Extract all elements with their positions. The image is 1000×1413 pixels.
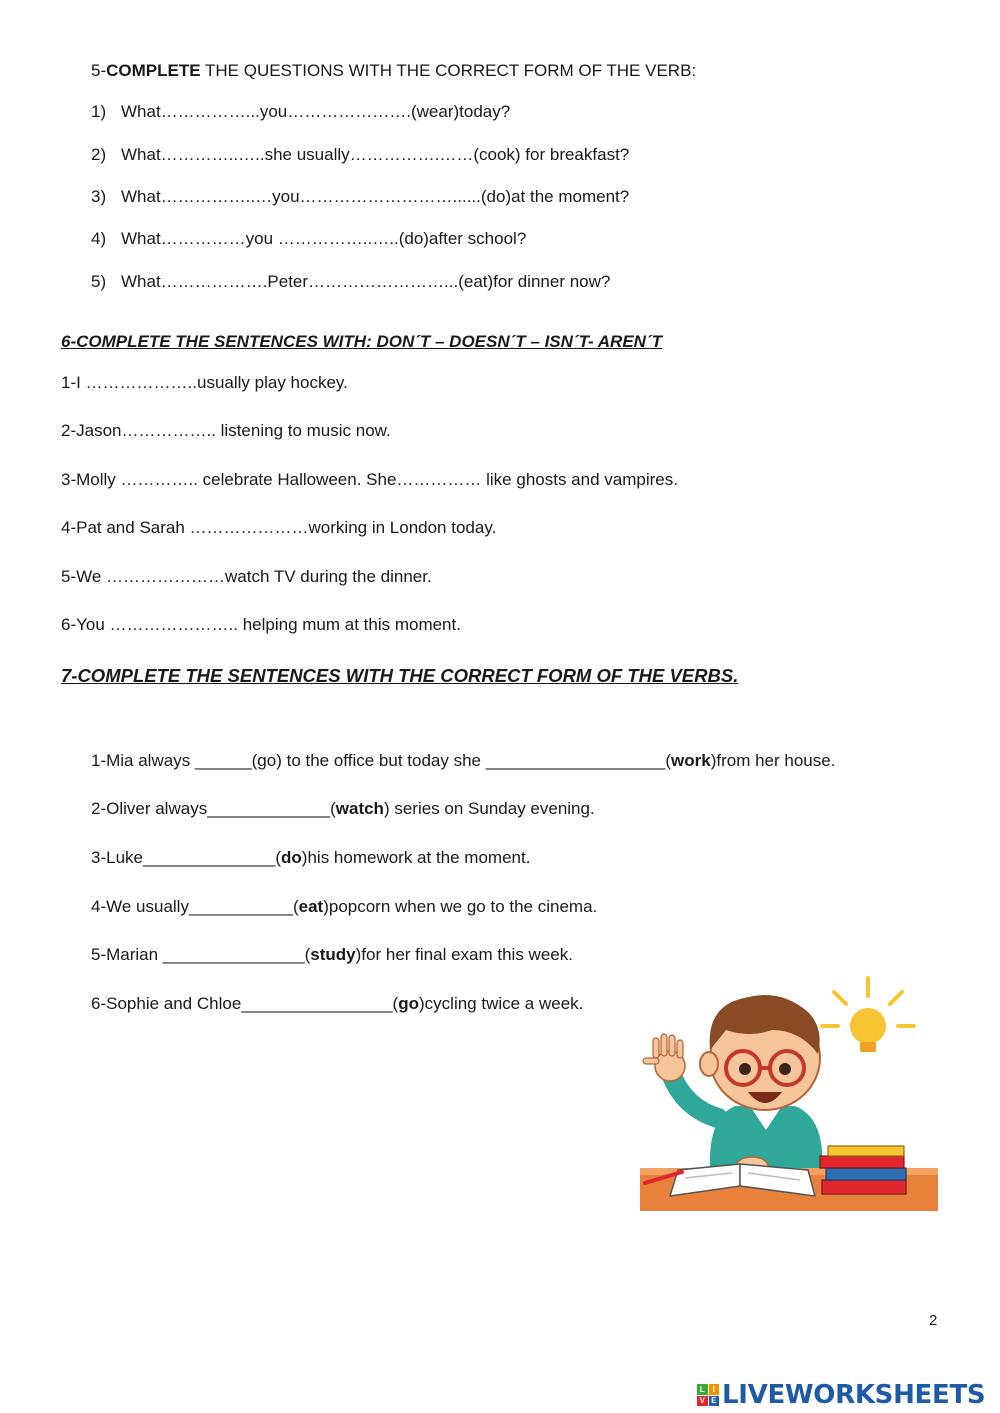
item-text: What……………you ……………..…..(do)after school? — [121, 229, 527, 248]
liveworksheets-logo — [697, 1380, 985, 1410]
q5-item — [91, 145, 629, 165]
book-stack — [820, 1146, 906, 1194]
s7-item-text: )his homework at the moment. — [301, 848, 531, 867]
s7-item — [91, 897, 597, 917]
item-number: 5) — [91, 272, 107, 291]
section-6-heading: 6-COMPLETE THE SENTENCES WITH: DON´T – DOESN´T – ISN´T- AREN´T — [61, 332, 662, 351]
q5-item — [91, 102, 510, 122]
q5-item — [91, 272, 610, 292]
s7-verb: go — [398, 994, 419, 1013]
badge-letter: I — [709, 1384, 720, 1395]
item-number: 1) — [91, 102, 107, 121]
s6-item: 6-You ………………….. helping mum at this moment. — [61, 615, 461, 634]
s6-item: 1-I ………………..usually play hockey. — [61, 373, 348, 392]
s7-item — [91, 751, 835, 771]
s7-verb: study — [310, 945, 356, 964]
s7-item — [91, 799, 595, 819]
s7-item-text: 4-We usually___________( — [91, 897, 299, 916]
section-7-heading: 7-COMPLETE THE SENTENCES WITH THE CORRECT FORM OF THE VERBS. — [61, 665, 739, 686]
s7-verb: do — [281, 848, 302, 867]
s7-item-text: )popcorn when we go to the cinema. — [323, 897, 598, 916]
section-5-instruction: THE QUESTIONS WITH THE CORRECT FORM OF THE VERB: — [200, 61, 697, 80]
section-5-keyword: COMPLETE — [106, 61, 201, 80]
section-5-heading — [91, 61, 696, 81]
lightbulb-icon — [822, 978, 914, 1052]
s7-item-text: 6-Sophie and Chloe________________( — [91, 994, 399, 1013]
page-number: 2 — [929, 1312, 938, 1329]
badge-letter: E — [709, 1396, 720, 1407]
s7-verb: eat — [298, 897, 324, 916]
s7-item-text: 1-Mia always ______(go) to the office but today she ___________________( — [91, 751, 672, 770]
s6-item: 3-Molly ………….. celebrate Halloween. She…………… like ghosts and vampires. — [61, 470, 678, 489]
waving-hand — [643, 1034, 685, 1081]
s6-item: 5-We …………………watch TV during the dinner. — [61, 567, 432, 586]
s7-item — [91, 994, 583, 1014]
student-illustration — [640, 968, 940, 1213]
item-number: 3) — [91, 187, 107, 206]
s7-item-text: 3-Luke______________( — [91, 848, 282, 867]
s7-item — [91, 945, 573, 965]
item-text: What……………….Peter……………………...(eat)for dinner now? — [121, 272, 611, 291]
s7-item-text: 2-Oliver always_____________( — [91, 799, 336, 818]
s7-item-text: )for her final exam this week. — [355, 945, 573, 964]
s7-item-text: )cycling twice a week. — [419, 994, 584, 1013]
s7-verb: work — [671, 751, 711, 770]
section-5-prefix: 5- — [91, 61, 107, 80]
item-text: What……………..…you………………………......(do)at the moment? — [121, 187, 630, 206]
s7-item-text: 5-Marian _______________( — [91, 945, 311, 964]
s7-item — [91, 848, 530, 868]
q5-item — [91, 229, 526, 249]
liveworksheets-wordmark: LIVEWORKSHEETS — [722, 1380, 986, 1410]
s7-verb: watch — [335, 799, 384, 818]
item-text: What…………..…..she usually…………….……(cook) for breakfast? — [121, 145, 630, 164]
s6-item: 4-Pat and Sarah …………………working in London today. — [61, 518, 497, 537]
s6-item: 2-Jason…………….. listening to music now. — [61, 421, 391, 440]
item-number: 4) — [91, 229, 107, 248]
item-number: 2) — [91, 145, 107, 164]
liveworksheets-badge-icon — [697, 1384, 719, 1406]
s7-item-text: )from her house. — [710, 751, 836, 770]
s7-item-text: ) series on Sunday evening. — [383, 799, 595, 818]
badge-letter: V — [697, 1396, 708, 1407]
item-text: What……………...you………………….(wear)today? — [121, 102, 511, 121]
q5-item — [91, 187, 629, 207]
badge-letter: L — [697, 1384, 708, 1395]
